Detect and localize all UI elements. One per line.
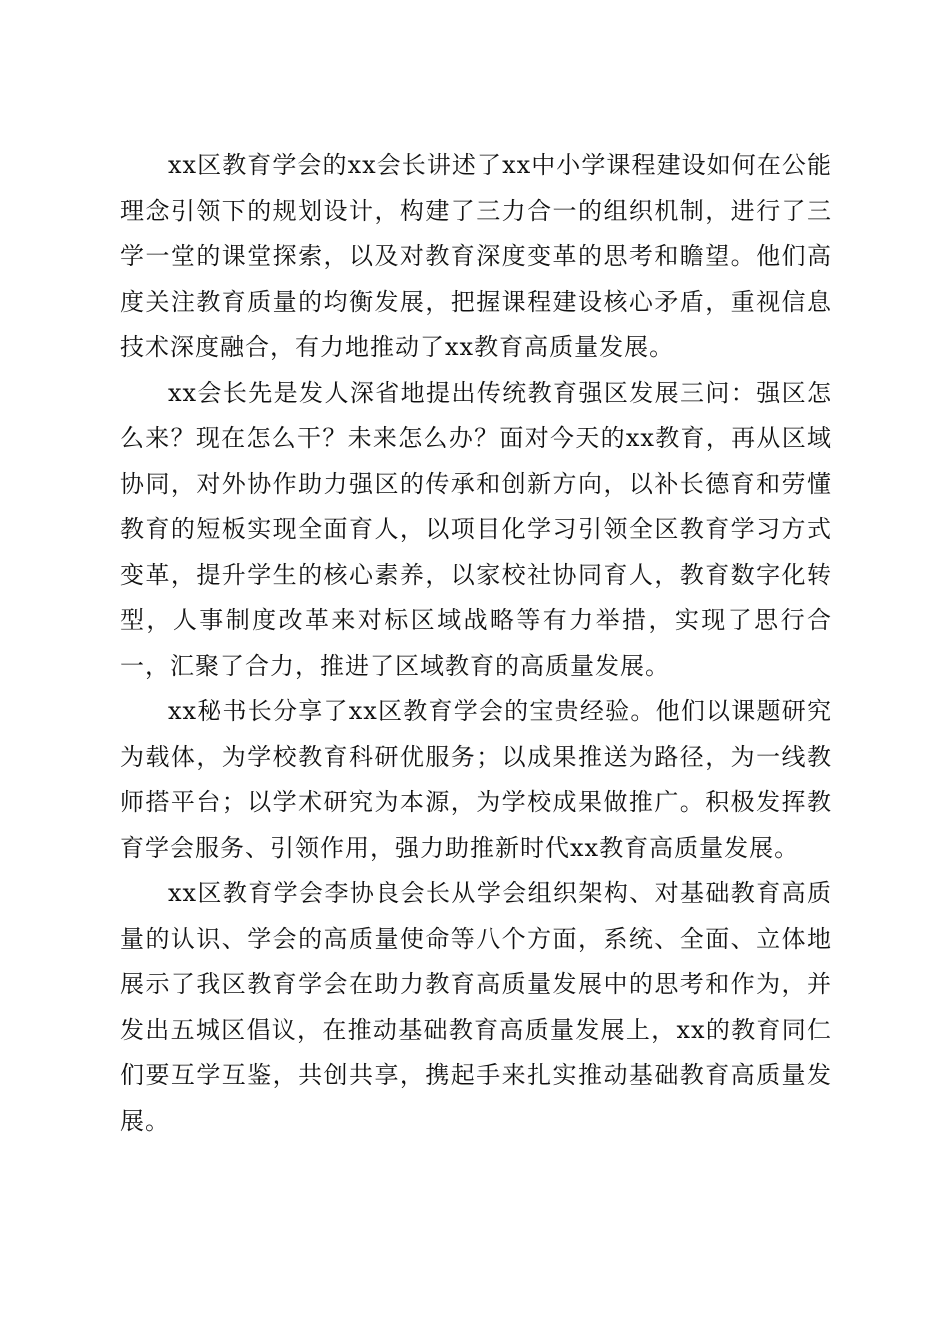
paragraph-secretary-experience: xx秘书长分享了xx区教育学会的宝贵经验。他们以课题研究为载体，为学校教育科研优服务；以成果推送为路径，为一线教师搭平台；以学术研究为本源，为学校成果做推广。积极发挥教育学会服务、引领作用，强力助推新时代xx教育高质量发展。 (120, 697, 832, 862)
document-body (120, 143, 832, 1144)
paragraph-course-construction: xx区教育学会的xx会长讲述了xx中小学课程建设如何在公能理念引领下的规划设计，构建了三力合一的组织机制，进行了三学一堂的课堂探索，以及对教育深度变革的思考和瞻望。他们高度关注教育质量的均衡发展，把握课程建设核心矛盾，重视信息技术深度融合，有力地推动了xx教育高质量发展。 (120, 151, 832, 361)
paragraph-five-district-initiative: xx区教育学会李协良会长从学会组织架构、对基础教育高质量的认识、学会的高质量使命等八个方面，系统、全面、立体地展示了我区教育学会在助力教育高质量发展中的思考和作为，并发出五城区倡议，在推动基础教育高质量发展上，xx的教育同仁们要互学互鉴，共创共享，携起手来扎实推动基础教育高质量发展。 (120, 879, 832, 1135)
paragraph-three-questions: xx会长先是发人深省地提出传统教育强区发展三问：强区怎么来？现在怎么干？未来怎么办？面对今天的xx教育，再从区域协同，对外协作助力强区的传承和创新方向，以补长德育和劳懂教育的短板实现全面育人，以项目化学习引领全区教育学习方式变革，提升学生的核心素养，以家校社协同育人，教育数字化转型，人事制度改革来对标区域战略等有力举措，实现了思行合一，汇聚了合力，推进了区域教育的高质量发展。 (120, 378, 832, 680)
